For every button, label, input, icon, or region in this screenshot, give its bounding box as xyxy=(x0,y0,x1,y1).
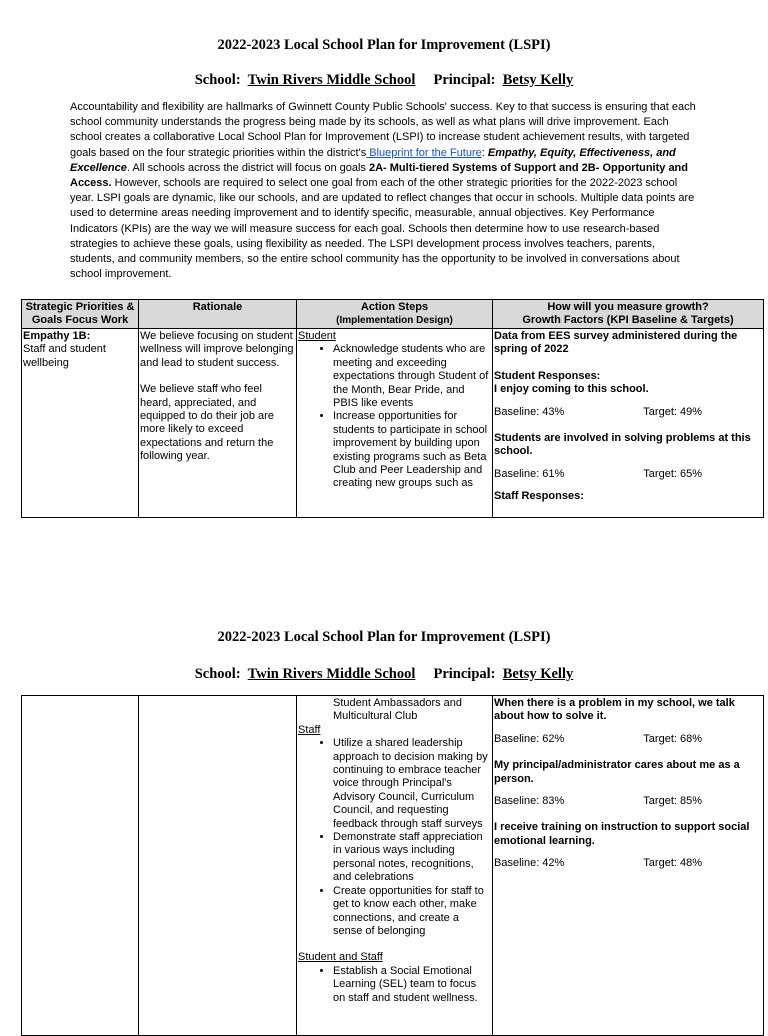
kpi-baseline: Baseline: 61% xyxy=(494,467,565,480)
principal-name: Betsy Kelly xyxy=(502,666,574,682)
kpi-target: Target: 49% xyxy=(643,405,702,418)
growth-factors-label: Growth Factors (KPI Baseline & Targets) xyxy=(522,314,734,326)
student-staff-steps-list xyxy=(298,965,491,1005)
kpi-target: Target: 65% xyxy=(643,467,702,480)
goal-cell xyxy=(22,329,139,518)
kpi-target: Target: 48% xyxy=(643,857,702,870)
goal-title: Empathy 1B: xyxy=(23,330,91,342)
school-label: School: xyxy=(194,72,241,88)
student-staff-section-label: Student and Staff xyxy=(298,951,383,964)
school-principal-line xyxy=(0,666,768,683)
kpi-question: I enjoy coming to this school. xyxy=(494,383,649,396)
list-item: • Acknowledge students who are meeting and exceeding expectations through Student of the Month, Bear Pride, and PBIS like events xyxy=(333,343,491,410)
header-rationale: Rationale xyxy=(139,300,297,329)
header-measure-growth xyxy=(493,300,764,329)
staff-responses-label: Staff Responses: xyxy=(494,490,584,503)
list-item: • Increase opportunities for students to participate in school improvement by building upon existing programs such as Beta Club and Peer Leadership and creating new groups such as xyxy=(333,410,491,490)
kpi-question: My principal/administrator cares about me as a person. xyxy=(494,759,740,785)
goal-text: Staff and student wellbeing xyxy=(23,343,106,369)
rationale-cell-empty xyxy=(139,696,297,1036)
measure-cell xyxy=(493,696,764,1036)
school-label: School: xyxy=(194,666,241,682)
intro-paragraph xyxy=(70,100,702,282)
rationale-student: We believe focusing on student wellness will improve belonging and lead to student success. xyxy=(140,330,294,369)
list-item: • Utilize a shared leadership approach to decision making by continuing to embrace teacher voice through Principal's Advisory Council, Curriculum Council, and requesting feedback through staff surveys xyxy=(333,737,491,831)
list-item: • Demonstrate staff appreciation in various ways including personal notes, recognitions, and celebrations xyxy=(333,831,491,885)
rationale-cell xyxy=(139,329,297,518)
principal-label: Principal: xyxy=(433,666,496,682)
kpi-values xyxy=(494,795,762,808)
staff-section-label: Staff xyxy=(298,723,321,736)
kpi-question: I receive training on instruction to support social emotional learning. xyxy=(494,821,750,847)
strategic-priorities: Empathy, Equity, Effectiveness, and Excellence xyxy=(70,146,676,174)
staff-steps-list xyxy=(298,737,491,938)
header-action-steps xyxy=(297,300,493,329)
list-item: • Establish a Social Emotional Learning (SEL) team to focus on staff and student wellness. xyxy=(333,965,491,1005)
kpi-baseline: Baseline: 42% xyxy=(494,857,565,870)
intro-text-2: . All schools across the district will focus on goals xyxy=(126,161,369,174)
intro-text-3: However, schools are required to select one goal from each of the other strategic priorities for the 2022-2023 school year. LSPI goals are dynamic, like our schools, and are updated to reflect changes that occur in schools. Multiple data points are used to determine areas needing improvement and to identify specific, measurable, annual objectives. Key Performance Indicators (KPIs) are the way we will measure success for each goal. Schools then determine how to use research-based strategies to achieve these goals, using flexibility as needed. The LSPI development process involves teachers, parents, students, and community members, so the entire school community has the opportunity to be involved in conversations about school improvement. xyxy=(70,177,695,281)
measure-cell xyxy=(493,329,764,518)
kpi-target: Target: 85% xyxy=(643,795,702,808)
action-steps-cell xyxy=(297,329,493,518)
district-goals: 2A- Multi-tiered Systems of Support and 2B- Opportunity and Access. xyxy=(70,161,688,190)
kpi-values xyxy=(494,733,762,746)
kpi-baseline: Baseline: 43% xyxy=(494,405,565,418)
measure-growth-label: How will you measure growth? xyxy=(547,301,709,313)
principal-name: Betsy Kelly xyxy=(502,72,574,88)
kpi-values xyxy=(494,406,762,419)
measure-intro: Data from EES survey administered during the spring of 2022 xyxy=(494,330,738,356)
school-name: Twin Rivers Middle School xyxy=(247,72,416,88)
plan-table-page1 xyxy=(21,299,764,518)
intro-colon: : xyxy=(481,146,485,159)
school-name: Twin Rivers Middle School xyxy=(247,666,416,682)
header-strategic-priorities: Strategic Priorities & Goals Focus Work xyxy=(22,300,139,329)
principal-label: Principal: xyxy=(433,72,496,88)
list-item: • Create opportunities for staff to get to know each other, make connections, and create a sense of belonging xyxy=(333,885,491,939)
page-title: 2022-2023 Local School Plan for Improvement (LSPI) xyxy=(217,629,551,645)
kpi-target: Target: 68% xyxy=(643,732,702,745)
action-steps-sublabel: (Implementation Design) xyxy=(336,315,453,326)
student-steps-list xyxy=(298,343,491,490)
intro-text-1: Accountability and flexibility are hallmarks of Gwinnett County Public Schools' success. Key to that success is ensuring that each school community understands the progress being made by its schools, as well as what plans will drive improvement. Each school creates a collaborative Local School Plan for Improvement (LSPI) to increase student achievement results, with targeted goals based on the four strategic priorities within the district's xyxy=(70,101,696,159)
kpi-question: Students are involved in solving problems at this school. xyxy=(494,432,751,458)
rationale-staff: We believe staff who feel heard, appreciated, and equipped to do their job are more likely to exceed expectations and return the following year. xyxy=(140,383,274,463)
kpi-values xyxy=(494,468,762,481)
kpi-baseline: Baseline: 83% xyxy=(494,795,565,808)
kpi-baseline: Baseline: 62% xyxy=(494,732,565,745)
blueprint-link[interactable]: Blueprint for the Future xyxy=(366,146,482,159)
student-responses-label: Student Responses: xyxy=(494,369,601,382)
goal-cell-empty xyxy=(22,696,139,1036)
kpi-values xyxy=(494,857,762,870)
student-section-label: Student xyxy=(298,330,336,342)
plan-table-page2 xyxy=(21,695,764,1036)
school-principal-line xyxy=(0,72,768,89)
action-steps-label: Action Steps xyxy=(360,301,429,313)
kpi-question: When there is a problem in my school, we talk about how to solve it. xyxy=(494,697,735,723)
page-title: 2022-2023 Local School Plan for Improvement (LSPI) xyxy=(217,37,551,53)
continued-step: Student Ambassadors and Multicultural Club xyxy=(333,697,463,723)
action-steps-cell xyxy=(297,696,493,1036)
